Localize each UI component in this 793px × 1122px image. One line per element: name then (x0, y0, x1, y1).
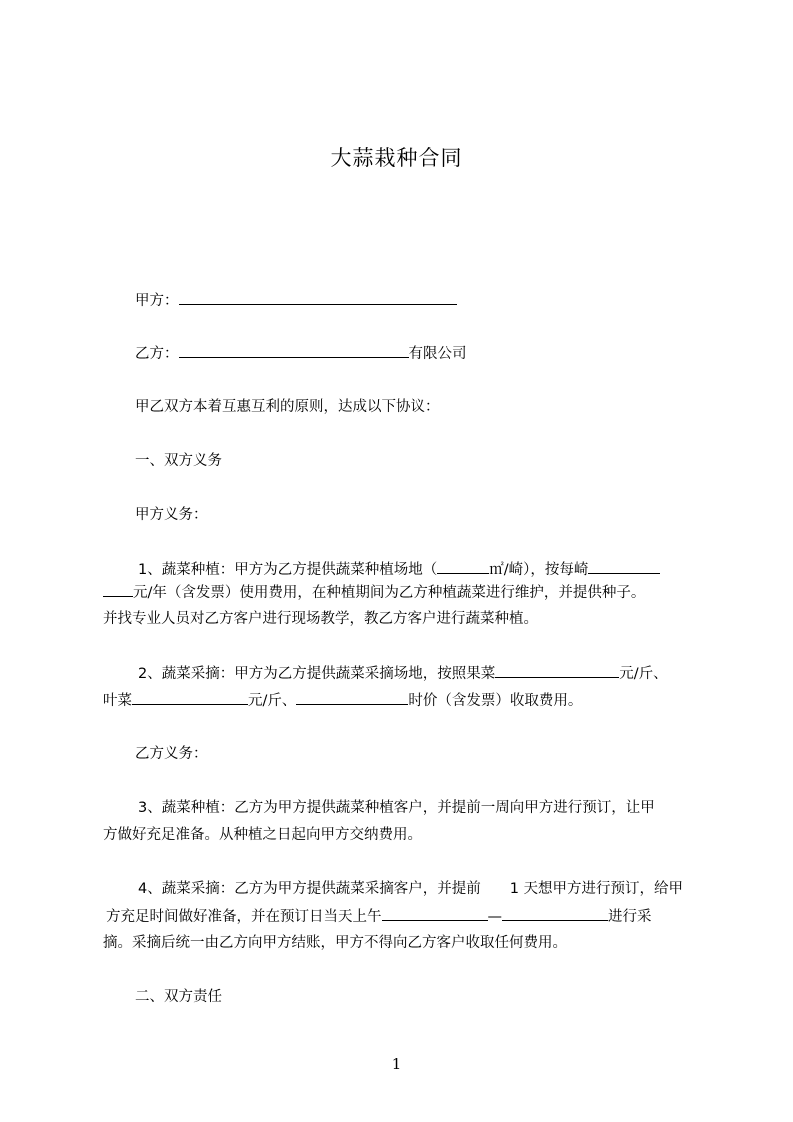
party-b-label: 乙方： (135, 346, 179, 362)
party-b-blank (179, 341, 409, 358)
item2-line1 (138, 661, 668, 686)
party-b-duties-heading: 乙方义务： (135, 746, 208, 762)
section1-heading: 一、双方义务 (135, 453, 222, 469)
item1-text-a: 1、蔬菜种植：甲方为乙方提供蔬菜种植场地（ (138, 562, 438, 578)
section2-heading: 二、双方责任 (135, 989, 222, 1005)
item4-text-a: 方充足时间做好准备，并在预订日当天上午 (106, 909, 382, 925)
item2-other-price-blank (296, 688, 408, 705)
party-a-blank (179, 288, 457, 305)
item4-text-c: 进行采 (608, 909, 652, 925)
party-a-duties-heading: 甲方义务： (135, 507, 208, 523)
item1-text-b: ㎡/崎），按每崎 (489, 562, 589, 578)
item4-line2 (106, 904, 652, 929)
item2-text-c: 叶菜 (103, 693, 132, 709)
item4-line1: 4、蔬菜采摘：乙方为甲方提供蔬菜采摘客户，并提前 1 天想甲方进行预订，给甲 (138, 881, 684, 897)
item2-leaf-price-blank (132, 688, 248, 705)
item2-line2 (103, 688, 582, 713)
item4-line3: 摘。采摘后统一由乙方向甲方结账，甲方不得向乙方客户收取任何费用。 (103, 935, 567, 951)
item3-line1: 3、蔬菜种植：乙方为甲方提供蔬菜种植客户，并提前一周向甲方进行预订，让甲 (138, 800, 655, 816)
item2-text-d: 元/斤、 (248, 693, 297, 709)
intro-text: 甲乙双方本着互惠互利的原则，达成以下协议： (135, 399, 440, 415)
item4-time-end-blank (502, 904, 608, 921)
item2-text-e: 时价（含发票）收取费用。 (408, 693, 583, 709)
item2-fruit-price-blank (495, 661, 619, 678)
item4-time-start-blank (382, 904, 488, 921)
item4-dash: — (487, 909, 502, 925)
item1-text-c: 元/年（含发票）使用费用，在种植期间为乙方种植蔬菜进行维护，并提供种子。 (133, 585, 646, 601)
item1-price-blank-2 (103, 580, 133, 597)
party-a-line (135, 288, 457, 313)
document-title: 大蒜栽种合同 (330, 146, 463, 170)
party-b-suffix: 有限公司 (408, 346, 467, 362)
item1-area-blank (437, 557, 489, 574)
party-b-line (135, 341, 467, 366)
page-number: 1 (391, 1055, 402, 1073)
item1-line1 (138, 557, 660, 582)
item1-line3: 并找专业人员对乙方客户进行现场教学，教乙方客户进行蔬菜种植。 (103, 611, 538, 627)
item2-text-b: 元/斤、 (619, 666, 668, 682)
item1-price-blank-1 (588, 557, 660, 574)
item3-line2: 方做好充足准备。从种植之日起向甲方交纳费用。 (103, 827, 422, 843)
item1-line2 (103, 580, 645, 605)
party-a-label: 甲方： (135, 293, 179, 309)
item2-text-a: 2、蔬菜采摘：甲方为乙方提供蔬菜采摘场地，按照果菜 (138, 666, 496, 682)
